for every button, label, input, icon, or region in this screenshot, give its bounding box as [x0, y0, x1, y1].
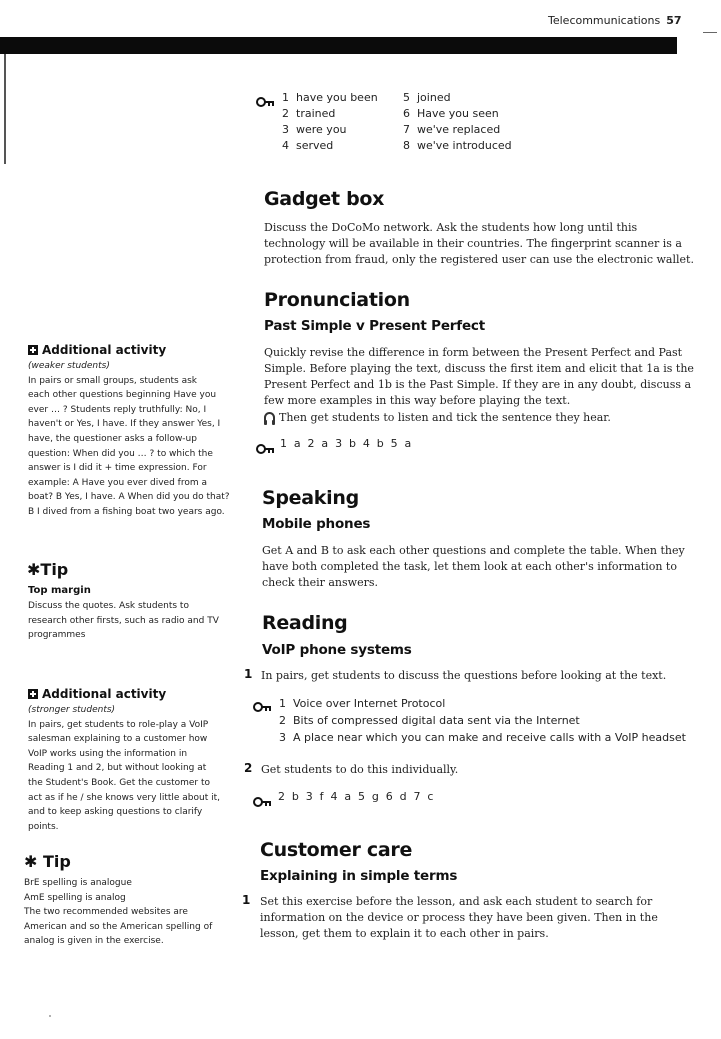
pronunciation-subheading: Past Simple v Present Perfect — [264, 318, 485, 334]
answer-item: 4 served — [282, 139, 334, 152]
step-number: 1 — [242, 893, 251, 907]
additional-activity-heading: Additional activity — [28, 343, 166, 357]
tip-text: Discuss the quotes. Ask students to research other firsts, such as radio and TV programmes — [28, 601, 219, 641]
tip-heading: ✱ Tip — [24, 852, 71, 871]
page-number: 57 — [666, 14, 682, 27]
answer-key-left-column — [282, 90, 378, 154]
section-name: Telecommunications — [548, 14, 661, 27]
answer-item: 1 have you been — [282, 91, 378, 104]
speaking-heading: Speaking — [262, 487, 359, 509]
crop-mark — [703, 32, 717, 33]
additional-activity-heading: Additional activity — [28, 687, 166, 701]
answer-item: 1 Voice over Internet Protocol — [279, 697, 446, 710]
reading-heading: Reading — [262, 612, 348, 634]
audio-icon — [264, 412, 275, 422]
plus-box-icon — [28, 345, 38, 355]
running-head — [548, 14, 682, 27]
customer-care-text: Set this exercise before the lesson, and ask each student to search for information on the device or process they have been given. Then in the lesson, get them to explain it to each other in pairs. — [260, 895, 658, 940]
additional-activity-text: (weaker students) In pairs or small groups, students ask each other questions beginning Have you ever … ? Students reply truthfully: No, I haven't or Yes, I have. If they answer Yes, I have, the questioner asks a follow-up question: When did you … ? to which the answer is I did it + time expression. For example: A Have you ever dived from a boat? B Yes, I have. A When did you do that? B I dived from a fishing boat two years ago. — [28, 361, 230, 517]
left-margin-rule — [4, 54, 6, 164]
answer-key-icon — [253, 792, 271, 811]
answer-item: 5 joined — [403, 91, 451, 104]
answer-item: 3 A place near which you can make and receive calls with a VoIP headset — [279, 731, 686, 744]
answer-item: 7 we've replaced — [403, 123, 501, 136]
additional-activity-text: (stronger students) In pairs, get students to role-play a VoIP salesman explaining to a customer how VoIP works using the information in Reading 1 and 2, but without looking at the Student's Book. Get the customer to act as if he / she knows very little about it, and to keep asking questions to clarify points. — [28, 705, 220, 832]
gadget-box-text: Discuss the DoCoMo network. Ask the students how long until this technology will be available in their countries. The fingerprint scanner is a protection from fraud, only the registered user can use the electronic wallet. — [264, 221, 694, 266]
answer-key-icon — [256, 439, 274, 458]
customer-care-heading: Customer care — [260, 839, 413, 861]
tip-text: BrE spelling is analogue AmE spelling is analog The two recommended websites are American and so the American spelling of analog is given in the exercise. — [24, 878, 213, 947]
answer-item: 3 were you — [282, 123, 347, 136]
answer-key-right-column — [403, 90, 512, 154]
gadget-box-heading: Gadget box — [264, 188, 385, 210]
answer-item: 2 trained — [282, 107, 336, 120]
answer-item: 2 Bits of compressed digital data sent via the Internet — [279, 714, 580, 727]
reading-step2-answers: 2 b 3 f 4 a 5 g 6 d 7 c — [278, 790, 434, 803]
pronunciation-answers: 1 a 2 a 3 b 4 b 5 a — [280, 437, 412, 450]
answer-item: 8 we've introduced — [403, 139, 512, 152]
plus-box-icon — [28, 689, 38, 699]
reading-answer-key — [279, 695, 686, 746]
step-number: 2 — [244, 761, 253, 775]
speaking-text: Get A and B to ask each other questions and complete the table. When they have both completed the task, let them look at each other's information to check their answers. — [262, 544, 685, 589]
speaking-subheading: Mobile phones — [262, 516, 371, 532]
answer-item: 6 Have you seen — [403, 107, 499, 120]
tip-subheading: Top margin — [28, 585, 91, 596]
tip-heading: ✱Tip — [27, 560, 69, 579]
pronunciation-text: Quickly revise the difference in form between the Present Perfect and Past Simple. Before playing the text, discuss the first item and elicit that 1a is the Present Perfect and 1b is the Past Simple. If they are in any doubt, discuss a few more examples in this way before playing the text. Then get students to listen and tick the sentence they hear. — [264, 346, 694, 424]
reading-subheading: VoIP phone systems — [262, 642, 412, 658]
reading-step2-text: Get students to do this individually. — [261, 763, 459, 776]
header-bar — [0, 37, 677, 54]
customer-care-subheading: Explaining in simple terms — [260, 868, 458, 884]
reading-step1-text: In pairs, get students to discuss the questions before looking at the text. — [261, 669, 667, 682]
answer-key-icon — [256, 92, 274, 111]
answer-key-icon — [253, 697, 271, 716]
pronunciation-heading: Pronunciation — [264, 289, 410, 311]
step-number: 1 — [244, 667, 253, 681]
page-speck — [49, 1015, 51, 1017]
